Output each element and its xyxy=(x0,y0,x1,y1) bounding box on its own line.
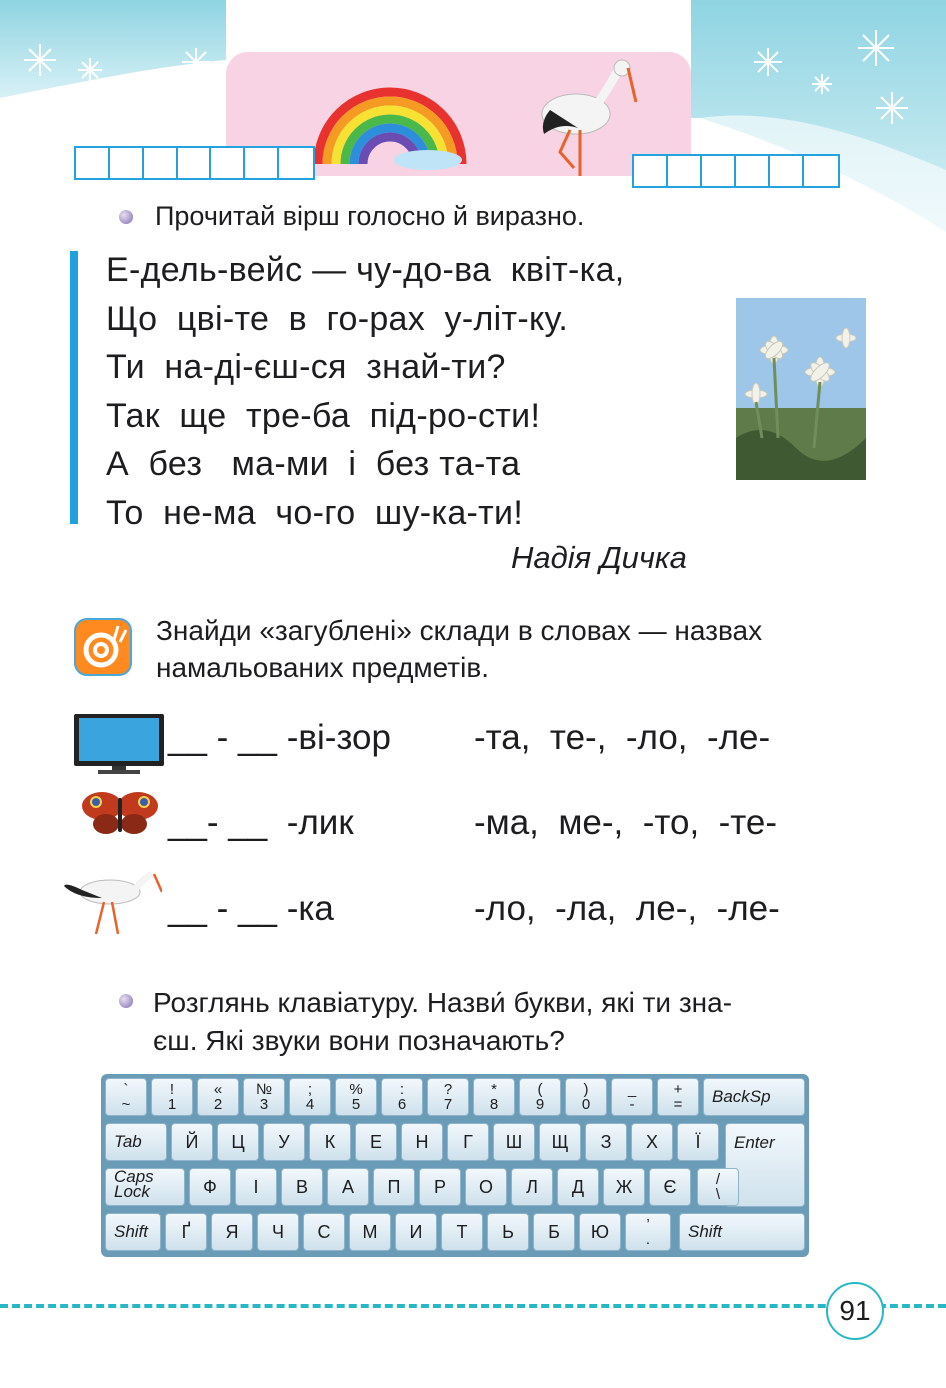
key[interactable]: Ц xyxy=(217,1123,259,1161)
exercise-syllables: -ма, ме-, -то, -те- xyxy=(474,803,778,842)
key[interactable]: В xyxy=(281,1168,323,1206)
key[interactable]: Р xyxy=(419,1168,461,1206)
key[interactable]: А xyxy=(327,1168,369,1206)
key[interactable]: Л xyxy=(511,1168,553,1206)
key[interactable]: _ - xyxy=(611,1078,653,1116)
key[interactable]: Ч xyxy=(257,1213,299,1251)
key[interactable]: С xyxy=(303,1213,345,1251)
letter-boxes-left[interactable] xyxy=(74,146,315,180)
key[interactable]: ? 7 xyxy=(427,1078,469,1116)
page-number: 91 xyxy=(826,1282,884,1340)
stork-icon xyxy=(62,862,162,938)
key[interactable]: / \ xyxy=(697,1168,739,1206)
poem-marker-bar xyxy=(70,251,78,524)
poem-line: Що цві-те в го-рах у-літ-ку. xyxy=(106,299,569,338)
poem-line: Е-дель-вейс — чу-до-ва квіт-ка, xyxy=(106,251,625,289)
key[interactable]: Н xyxy=(401,1123,443,1161)
keyboard-instruction xyxy=(153,984,732,1060)
enter-key[interactable]: Enter xyxy=(725,1123,805,1207)
butterfly-icon xyxy=(80,788,160,838)
key[interactable]: ) 0 xyxy=(565,1078,607,1116)
key[interactable]: Х xyxy=(631,1123,673,1161)
exercise-word: __- __ -лик xyxy=(168,803,354,842)
rainbow-icon xyxy=(310,64,470,174)
key[interactable]: Ф xyxy=(189,1168,231,1206)
key[interactable]: ` ~ xyxy=(105,1078,147,1116)
key[interactable]: % 5 xyxy=(335,1078,377,1116)
exercise-word: __ - __ -ка xyxy=(168,889,334,928)
keyboard xyxy=(101,1074,809,1257)
key[interactable]: Щ xyxy=(539,1123,581,1161)
key[interactable]: Я xyxy=(211,1213,253,1251)
tv-icon xyxy=(72,712,166,776)
key[interactable]: Ї xyxy=(677,1123,719,1161)
letter-boxes-right[interactable] xyxy=(632,154,840,188)
exercise-syllables: -ло, -ла, ле-, -ле- xyxy=(474,889,780,928)
key[interactable]: ; 4 xyxy=(289,1078,331,1116)
key[interactable]: Ж xyxy=(603,1168,645,1206)
poem-line: Так ще тре-ба під-ро-сти! xyxy=(106,396,541,435)
instruction-line: намальованих предметів. xyxy=(156,652,489,683)
key[interactable]: Ш xyxy=(493,1123,535,1161)
caps-lock-key[interactable]: Caps Lock xyxy=(105,1168,185,1206)
key[interactable]: ’ . xyxy=(625,1213,671,1251)
poem-author: Надія Дичка xyxy=(511,540,687,575)
instruction-line: Розглянь клавіатуру. Назви́ букви, які ти зна- xyxy=(153,987,733,1018)
tab-key[interactable]: Tab xyxy=(105,1123,167,1161)
edelweiss-photo xyxy=(736,298,866,480)
key[interactable]: № 3 xyxy=(243,1078,285,1116)
key[interactable]: З xyxy=(585,1123,627,1161)
key[interactable]: * 8 xyxy=(473,1078,515,1116)
snail-task-icon xyxy=(74,618,132,676)
key[interactable]: Б xyxy=(533,1213,575,1251)
key[interactable]: : 6 xyxy=(381,1078,423,1116)
exercise-syllables: -та, те-, -ло, -ле- xyxy=(474,718,771,757)
instruction-line: єш. Які звуки вони позначають? xyxy=(153,1025,565,1056)
key[interactable]: Г xyxy=(447,1123,489,1161)
backspace-key[interactable]: BackSp xyxy=(703,1078,805,1116)
key[interactable]: Т xyxy=(441,1213,483,1251)
poem-line: Ти на-ді-єш-ся знай-ти? xyxy=(106,348,506,386)
key[interactable]: Ь xyxy=(487,1213,529,1251)
key[interactable]: ( 9 xyxy=(519,1078,561,1116)
exercise-word: __ - __ -ві-зор xyxy=(168,718,391,757)
footer-dashed-line xyxy=(0,1304,946,1308)
stork-icon xyxy=(530,56,640,180)
shift-key-right[interactable]: Shift xyxy=(679,1213,805,1251)
poem-line: А без ма-ми і без та-та xyxy=(106,445,521,483)
instruction-line: Знайди «загублені» склади в словах — назвах xyxy=(156,615,763,646)
key[interactable]: ! 1 xyxy=(151,1078,193,1116)
key[interactable]: + = xyxy=(657,1078,699,1116)
shift-key-left[interactable]: Shift xyxy=(105,1213,161,1251)
key[interactable]: И xyxy=(395,1213,437,1251)
poem xyxy=(106,246,625,537)
key[interactable]: Є xyxy=(649,1168,691,1206)
key[interactable]: « 2 xyxy=(197,1078,239,1116)
bullet-icon xyxy=(119,994,133,1008)
poem-line: То не-ма чо-го шу-ка-ти! xyxy=(106,493,524,532)
key[interactable]: П xyxy=(373,1168,415,1206)
key[interactable]: Е xyxy=(355,1123,397,1161)
find-syllables-instruction xyxy=(156,612,762,686)
key[interactable]: Й xyxy=(171,1123,213,1161)
key[interactable]: І xyxy=(235,1168,277,1206)
read-instruction: Прочитай вірш голосно й виразно. xyxy=(155,201,585,231)
key[interactable]: У xyxy=(263,1123,305,1161)
bullet-icon xyxy=(119,210,133,224)
key[interactable]: К xyxy=(309,1123,351,1161)
key[interactable]: Ґ xyxy=(165,1213,207,1251)
key[interactable]: М xyxy=(349,1213,391,1251)
key[interactable]: Ю xyxy=(579,1213,621,1251)
key[interactable]: Д xyxy=(557,1168,599,1206)
key[interactable]: О xyxy=(465,1168,507,1206)
